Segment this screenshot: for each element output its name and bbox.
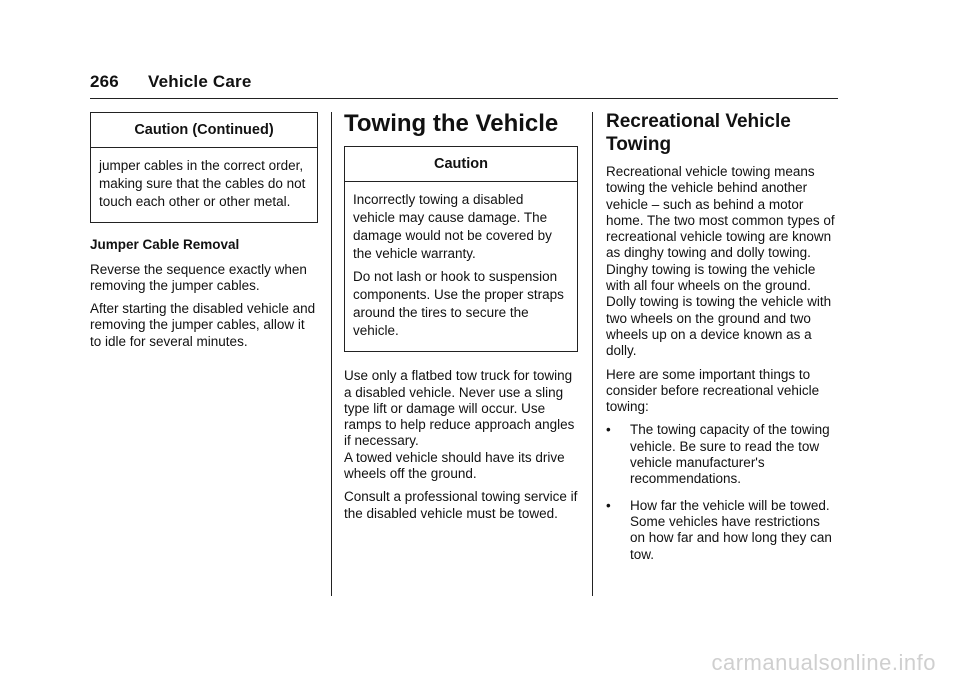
caution-box-continued — [90, 112, 318, 223]
caution-title: Caution (Continued) — [91, 113, 317, 148]
bullet-list — [606, 422, 838, 562]
caution-body — [345, 182, 577, 351]
caution-text: jumper cables in the correct order, making sure that the cables do not touch each other or other metal. — [99, 158, 306, 210]
paragraph: After starting the disabled vehicle and removing the jumper cables, allow it to idle for several minutes. — [90, 301, 316, 349]
caution-title: Caution — [345, 147, 577, 182]
paragraph: Consult a professional towing service if the disabled vehicle must be towed. — [344, 489, 578, 521]
paragraph: Reverse the sequence exactly when removing the jumper cables. — [90, 261, 307, 293]
list-item-text: How far the vehicle will be towed. Some vehicles have restrictions on how far and how long they can tow. — [630, 497, 832, 562]
caution-paragraph: Do not lash or hook to suspension components. Use the proper straps around the tires to secure the vehicle. — [353, 269, 564, 339]
list-item — [606, 498, 838, 563]
bullet-mark: • — [606, 497, 611, 513]
page-header — [90, 72, 252, 92]
column-3 — [606, 110, 838, 573]
paragraph: Recreational vehicle towing means towing the vehicle behind another vehicle – such as behind a motor home. The two most common types of recreational vehicle towing are known as dinghy towing and dolly towing. Dinghy towing is towing the vehicle with all four wheels on the ground. Dolly towing is towing the vehicle with two wheels on the ground and two wheels up on a device known as a dolly. — [606, 164, 835, 359]
watermark: carmanualsonline.info — [711, 650, 936, 675]
paragraph: A towed vehicle should have its drive wheels off the ground. — [344, 449, 565, 482]
page-number: 266 — [90, 72, 119, 91]
column-divider-2 — [592, 112, 593, 596]
list-item — [606, 422, 838, 487]
header-rule — [90, 98, 838, 99]
list-item-text: The towing capacity of the towing vehicle. Be sure to read the tow vehicle manufacturer's recommendations. — [630, 422, 830, 487]
section-title: Vehicle Care — [148, 72, 252, 91]
column-1 — [90, 112, 318, 357]
caution-paragraph: Incorrectly towing a disabled vehicle may cause damage. The damage would not be covered by the vehicle warranty. — [353, 192, 552, 262]
paragraph: Use only a flatbed tow truck for towing a disabled vehicle. Never use a sling type lift or damage will occur. Use ramps to help reduce approach angles if necessary. — [344, 368, 575, 449]
section-heading-towing: Towing the Vehicle — [344, 110, 559, 137]
column-2 — [344, 110, 578, 529]
subheading-jumper-cable-removal: Jumper Cable Removal — [90, 237, 240, 253]
bullet-mark: • — [606, 422, 611, 438]
caution-body — [91, 148, 317, 222]
section-heading-recreational: Recreational Vehicle Towing — [606, 111, 791, 155]
paragraph: Here are some important things to consider before recreational vehicle towing: — [606, 366, 820, 415]
column-divider-1 — [331, 112, 332, 596]
caution-box — [344, 146, 578, 352]
